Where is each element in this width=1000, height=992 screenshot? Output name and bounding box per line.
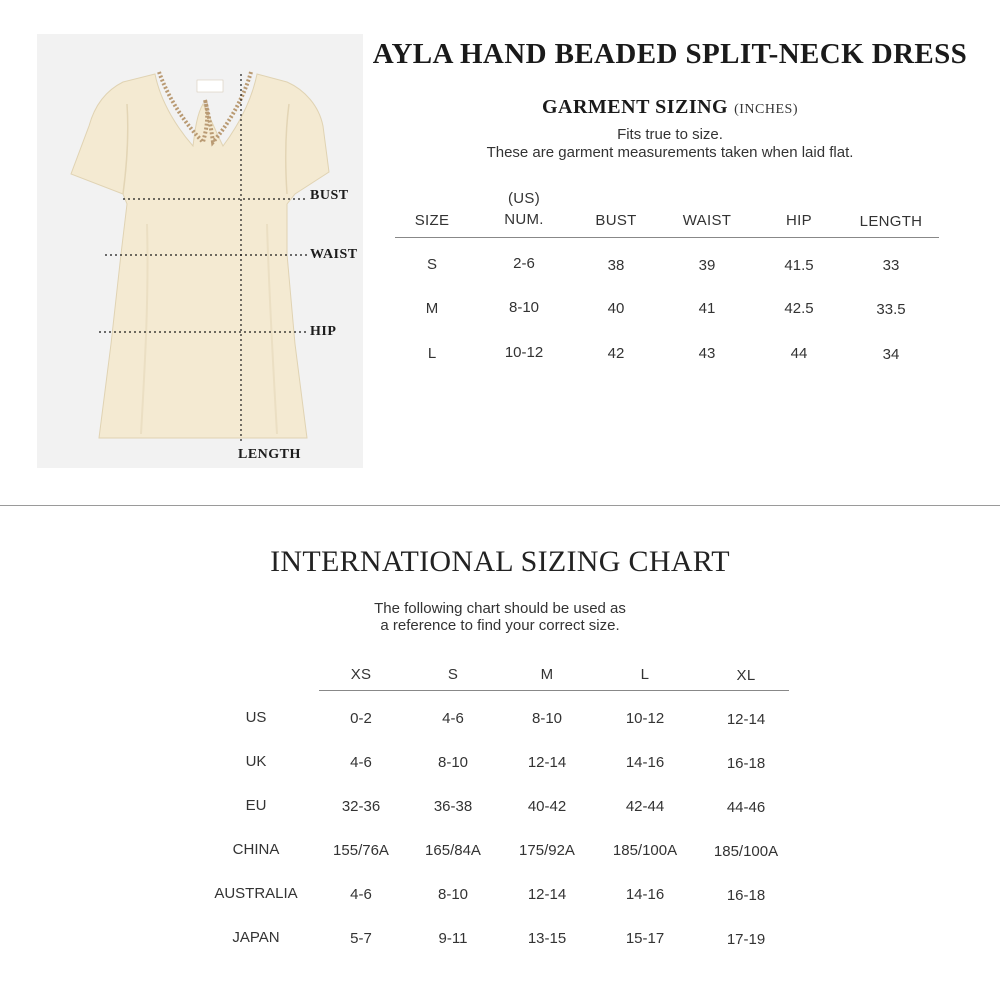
intl-row-uk-region: UK <box>245 753 267 770</box>
length-label: LENGTH <box>238 447 301 462</box>
intl-header-xl: XL <box>736 667 756 684</box>
garment-row-l-hip: 44 <box>790 345 808 362</box>
header-length: LENGTH <box>859 213 923 230</box>
garment-row-m-hip: 42.5 <box>784 300 814 317</box>
intl-row-eu-m: 40-42 <box>527 798 567 815</box>
intl-row-us-region: US <box>245 709 267 726</box>
intl-row-uk-s: 8-10 <box>437 754 469 771</box>
intl-row-australia-region: AUSTRALIA <box>214 885 298 902</box>
garment-sizing-heading <box>370 96 970 119</box>
garment-row-m-waist: 41 <box>698 300 716 317</box>
garment-row-s-bust: 38 <box>607 257 625 274</box>
intl-row-china-l: 185/100A <box>612 842 678 859</box>
header-num-bottom: NUM. <box>504 211 544 228</box>
intl-header-rule <box>319 690 789 691</box>
garment-row-m-bust: 40 <box>607 300 625 317</box>
header-hip: HIP <box>786 212 812 229</box>
intl-row-eu-l: 42-44 <box>625 798 665 815</box>
bust-label: BUST <box>310 188 349 203</box>
garment-row-m-num: 8-10 <box>508 299 540 316</box>
intl-row-uk-l: 14-16 <box>625 754 665 771</box>
intl-header-l: L <box>640 666 650 683</box>
section-divider <box>0 505 1000 506</box>
intl-row-us-xl: 12-14 <box>726 711 766 728</box>
intl-row-china-s: 165/84A <box>425 842 481 859</box>
international-chart-title: INTERNATIONAL SIZING CHART <box>270 545 730 578</box>
intl-header-m: M <box>540 666 554 683</box>
garment-row-s-hip: 41.5 <box>784 257 814 274</box>
intl-row-china-region: CHINA <box>232 841 280 858</box>
garment-row-l-length: 34 <box>882 346 900 363</box>
waist-label: WAIST <box>310 247 358 262</box>
intl-row-china-xs: 155/76A <box>333 842 389 859</box>
intl-row-us-xs: 0-2 <box>350 710 372 727</box>
intl-row-china-xl: 185/100A <box>713 843 779 860</box>
garment-row-m-size: M <box>425 300 439 317</box>
garment-row-s-length: 33 <box>882 257 900 274</box>
intl-row-eu-s: 36-38 <box>433 798 473 815</box>
intl-row-japan-s: 9-11 <box>438 930 468 947</box>
garment-row-s-num: 2-6 <box>513 255 535 272</box>
intl-row-china-m: 175/92A <box>519 842 575 859</box>
fit-note-line-2: These are garment measurements taken when laid flat. <box>486 144 854 161</box>
header-bust: BUST <box>595 212 637 229</box>
garment-row-l-bust: 42 <box>607 345 625 362</box>
garment-row-l-waist: 43 <box>698 345 716 362</box>
intl-row-australia-l: 14-16 <box>625 886 665 903</box>
intl-row-eu-xs: 32-36 <box>341 798 381 815</box>
intl-row-japan-region: JAPAN <box>232 929 280 946</box>
garment-row-l-size: L <box>427 345 437 362</box>
garment-row-s-size: S <box>426 256 438 273</box>
header-waist: WAIST <box>682 212 732 229</box>
intl-header-xs: XS <box>350 666 372 683</box>
intl-row-us-m: 8-10 <box>531 710 563 727</box>
intl-row-us-s: 4-6 <box>442 710 464 727</box>
intl-row-japan-m: 13-15 <box>527 930 567 947</box>
garment-row-m-length: 33.5 <box>876 301 906 318</box>
intl-row-uk-xl: 16-18 <box>726 755 766 772</box>
intl-row-uk-xs: 4-6 <box>350 754 372 771</box>
intl-row-eu-xl: 44-46 <box>726 799 766 816</box>
intl-row-japan-xs: 5-7 <box>350 930 372 947</box>
intl-row-australia-xs: 4-6 <box>350 886 372 903</box>
garment-sizing-label: GARMENT SIZING <box>541 96 729 118</box>
garment-row-l-num: 10-12 <box>504 344 544 361</box>
international-note-line-1: The following chart should be used as <box>374 600 626 617</box>
garment-row-s-waist: 39 <box>698 257 716 274</box>
intl-row-us-l: 10-12 <box>625 710 665 727</box>
header-num-top: (US) <box>507 190 541 207</box>
intl-row-japan-xl: 17-19 <box>726 931 766 948</box>
intl-header-s: S <box>447 666 459 683</box>
brand-tag <box>197 80 223 92</box>
fit-note-line-1: Fits true to size. <box>617 126 723 143</box>
unit-label: (INCHES) <box>734 102 798 117</box>
product-title: AYLA HAND BEADED SPLIT-NECK DRESS <box>372 38 968 70</box>
international-note-line-2: a reference to find your correct size. <box>380 617 620 634</box>
intl-row-eu-region: EU <box>245 797 267 814</box>
garment-header-rule <box>395 237 939 238</box>
header-size: SIZE <box>414 212 450 229</box>
intl-row-australia-m: 12-14 <box>527 886 567 903</box>
intl-row-australia-xl: 16-18 <box>726 887 766 904</box>
hip-label: HIP <box>310 324 337 339</box>
intl-row-uk-m: 12-14 <box>527 754 567 771</box>
intl-row-japan-l: 15-17 <box>625 930 665 947</box>
dress-silhouette <box>71 74 329 438</box>
intl-row-australia-s: 8-10 <box>437 886 469 903</box>
